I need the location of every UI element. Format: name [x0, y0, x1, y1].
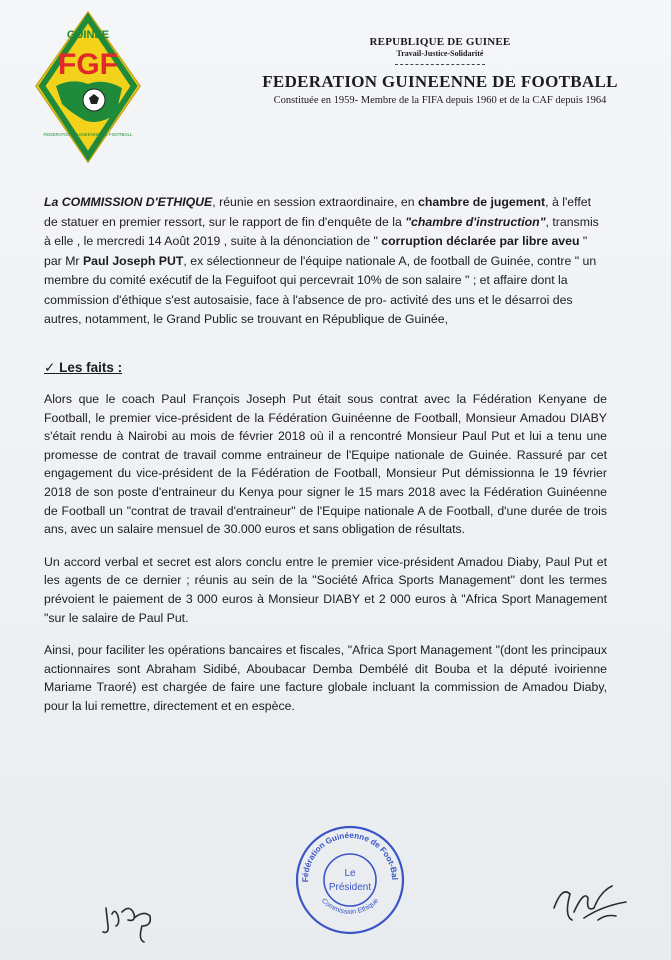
- stamp-center-1: Le: [344, 868, 356, 879]
- facts-body: [44, 390, 607, 730]
- intro-text: , réunie en session extraordinaire, en: [212, 195, 419, 209]
- constitution-line: Constituée en 1959- Membre de la FIFA depuis 1960 et de la CAF depuis 1964: [273, 95, 607, 106]
- corruption-phrase: corruption déclarée par libre aveu: [381, 234, 580, 248]
- intro-paragraph: [44, 193, 604, 330]
- president-signature: [540, 872, 640, 932]
- chambre-instruction: "chambre d'instruction": [405, 214, 546, 229]
- logo-top-text: GUINEE: [66, 29, 110, 41]
- stamp-ring-text: Fédération Guinéenne de Foot-Bal: [300, 830, 400, 883]
- facts-title: [44, 360, 122, 376]
- national-motto: Travail-Justice-Solidarité: [396, 49, 484, 58]
- republic-title: REPUBLIQUE DE GUINEE: [369, 36, 511, 48]
- facts-paragraph-3: Ainsi, pour faciliter les opérations bancaires et fiscales, "Africa Sport Management "(dont les principaux actionnaires sont Abraham Sidibé, Aboubacar Demba Dembélé dit Bouba et la député ivoirienne Mariame Traoré) est chargée de faire une facture globale incluant la commission de Amadou Diaby, pour la lui remettre, directement et en espèce.: [44, 643, 607, 713]
- intro-text: , transmis à elle , le mercredi 14 Août 2019 , suite à la dénonciation de ": [44, 214, 599, 248]
- facts-title-text: Les faits :: [59, 360, 123, 375]
- federation-title: FEDERATION GUINEENNE DE FOOTBALL: [262, 72, 618, 91]
- initials-signature: [100, 896, 160, 946]
- margin-mark: ✓: [44, 360, 56, 375]
- facts-paragraph-2: Un accord verbal et secret est alors conclu entre le premier vice-président Amadou Diaby, Paul Put et les agents de ce dernier ; réunis au sein de la "Société Africa Sports Management" dont les termes prévoient le paiement de 3 000 euros à Monsieur DIABY et 2 000 euros à "Africa Sport Management "sur le salaire de Paul Put.: [44, 554, 607, 625]
- official-stamp: [294, 824, 406, 936]
- commission-name: La COMMISSION D'ETHIQUE: [44, 195, 213, 209]
- intro-text: " par Mr: [44, 234, 588, 268]
- intro-text: , ex sélectionneur de l'équipe nationale A, de football de Guinée, contre " un membre du comité exécutif de la Feguifoot qui percevrait 10% de son salaire " ; et affaire dont la commission d'éthique s'est autosaisie, face à l'absence de pro- activité des uns et le désarroi des autres, notamment, le Grand Public se trouvant en République de Guinée,: [44, 253, 597, 326]
- logo-letters: FGF: [58, 48, 118, 81]
- facts-paragraph-1: Alors que le coach Paul François Joseph Put était sous contrat avec la Fédération Kenyane de Football, le premier vice-président de la Fédération Guinéenne de Football, Monsieur Amadou DIABY s'était rendu à Nairobi au mois de février 2018 où il a rencontré Monsieur Paul Put et lui a tenu une promesse de contrat de travail comme entraineur de l'Equipe nationale de Guinée. Rassuré par cet engagement du vice-président de la Fédération de Football, Monsieur Put démissionna le 19 février 2018 de son poste d'entraineur du Kenya pour signer le 15 mars 2018 avec la Fédération Guinéenne de Football un "contrat de travail d'entraineur" de l'Equipe nationale A de Football, d'une durée de trois ans, avec un salaire mensuel de 30.000 euros et sans obligation de résultats.: [44, 392, 607, 537]
- logo-ring-text: FEDERATION GUINEENNE DE FOOTBALL: [43, 132, 133, 137]
- stamp-bottom-text: Commission Ethique: [319, 897, 381, 916]
- header-divider: [395, 64, 485, 65]
- chambre-jugement: chambre de jugement: [418, 195, 546, 209]
- stamp-center-2: Président: [328, 882, 372, 893]
- fgf-logo: [32, 8, 144, 166]
- coach-name: Paul Joseph PUT: [82, 253, 184, 268]
- intro-text: , à l'effet de statuer en premier ressort, sur le rapport de fin d'enquête de la: [44, 195, 592, 229]
